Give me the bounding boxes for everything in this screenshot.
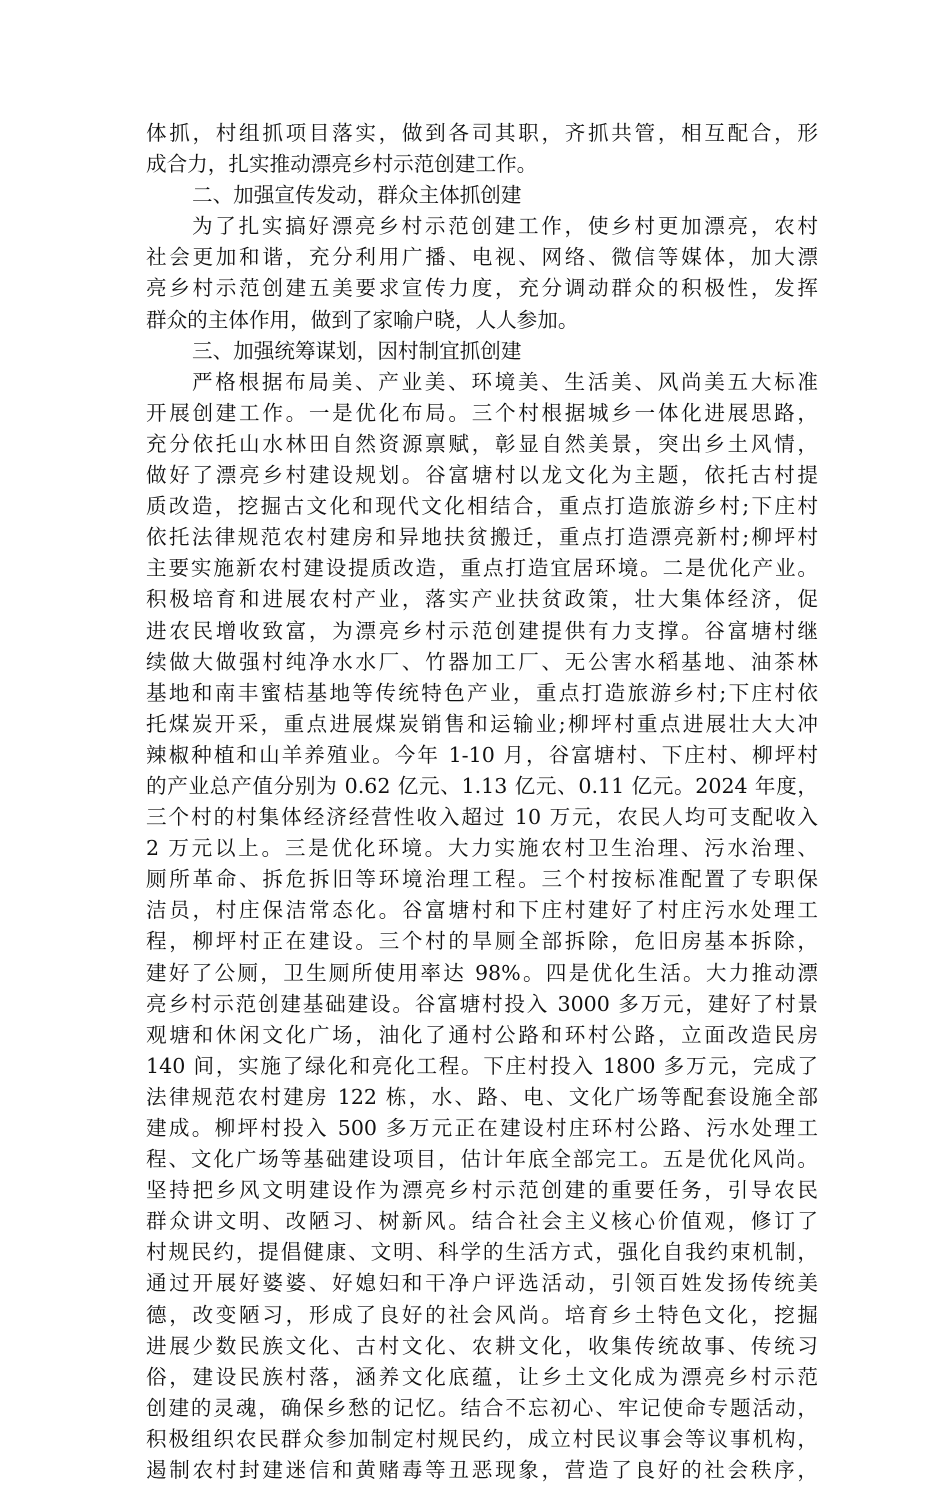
text-line: 充分依托山水林田自然资源禀赋，彰显自然美景，突出乡土风情，: [146, 431, 818, 456]
text-line: 续做大做强村纯净水水厂、竹器加工厂、无公害水稻基地、油茶林: [146, 649, 818, 674]
text-line: 德，改变陋习，形成了良好的社会风尚。培育乡土特色文化，挖掘: [146, 1302, 818, 1327]
text-line: 法律规范农村建房 122 栋，水、路、电、文化广场等配套设施全部: [146, 1084, 818, 1109]
text-line: 进展少数民族文化、古村文化、农耕文化，收集传统故事、传统习: [146, 1333, 818, 1358]
text-line: 程、文化广场等基础建设项目，估计年底全部完工。五是优化风尚。: [146, 1147, 818, 1172]
text-line: 体抓，村组抓项目落实，做到各司其职，齐抓共管，相互配合，形: [146, 121, 818, 145]
text-line: 坚持把乡风文明建设作为漂亮乡村示范创建的重要任务，引导农民: [146, 1178, 818, 1203]
text-line: 亮乡村示范创建五美要求宣传力度，充分调动群众的积极性，发挥: [146, 276, 818, 301]
text-line: 遏制农村封建迷信和黄赌毒等丑恶现象，营造了良好的社会秩序，: [146, 1458, 818, 1483]
text-line: 群众讲文明、改陋习、树新风。结合社会主义核心价值观，修订了: [146, 1209, 818, 1234]
text-line: 2 万元以上。三是优化环境。大力实施农村卫生治理、污水治理、: [146, 836, 818, 861]
text-line: 程，柳坪村正在建设。三个村的旱厕全部拆除，危旧房基本拆除，: [146, 929, 818, 954]
text-line: 通过开展好婆婆、好媳妇和干净户评选活动，引领百姓发扬传统美: [146, 1271, 818, 1296]
text-line: 140 间，实施了绿化和亮化工程。下庄村投入 1800 多万元，完成了: [146, 1053, 818, 1078]
text-line: 积极培育和进展农村产业，落实产业扶贫政策，壮大集体经济，促: [146, 587, 818, 612]
text-line: 为了扎实搞好漂亮乡村示范创建工作，使乡村更加漂亮，农村: [192, 214, 818, 239]
text-line: 积极组织农民群众参加制定村规民约，成立村民议事会等议事机构，: [146, 1426, 818, 1451]
text-line: 的产业总产值分别为 0.62 亿元、1.13 亿元、0.11 亿元。2024 年度，: [146, 773, 818, 798]
text-line: 二、加强宣传发动，群众主体抓创建: [192, 183, 522, 208]
text-line: 成合力，扎实推动漂亮乡村示范创建工作。: [146, 152, 538, 177]
text-line: 做好了漂亮乡村建设规划。谷富塘村以龙文化为主题，依托古村提: [146, 463, 818, 488]
text-line: 洁员，村庄保洁常态化。谷富塘村和下庄村建好了村庄污水处理工: [146, 898, 818, 923]
text-line: 基地和南丰蜜桔基地等传统特色产业，重点打造旅游乡村;下庄村依: [146, 680, 818, 705]
text-line: 三个村的村集体经济经营性收入超过 10 万元，农民人均可支配收入: [146, 805, 818, 830]
text-line: 建好了公厕，卫生厕所使用率达 98%。四是优化生活。大力推动漂: [146, 960, 818, 985]
text-line: 俗，建设民族村落，涵养文化底蕴，让乡土文化成为漂亮乡村示范: [146, 1364, 818, 1389]
text-line: 依托法律规范农村建房和异地扶贫搬迁，重点打造漂亮新村;柳坪村: [146, 525, 818, 550]
text-line: 开展创建工作。一是优化布局。三个村根据城乡一体化进展思路，: [146, 400, 818, 425]
text-line: 主要实施新农村建设提质改造，重点打造宜居环境。二是优化产业。: [146, 556, 818, 581]
text-line: 群众的主体作用，做到了家喻户晓，人人参加。: [146, 307, 579, 332]
text-line: 村规民约，提倡健康、文明、科学的生活方式，强化自我约束机制，: [146, 1240, 818, 1265]
text-line: 三、加强统筹谋划，因村制宜抓创建: [192, 338, 522, 363]
text-line: 托煤炭开采，重点进展煤炭销售和运输业;柳坪村重点进展壮大大冲: [146, 711, 818, 736]
text-line: 辣椒种植和山羊养殖业。今年 1-10 月，谷富塘村、下庄村、柳坪村: [146, 742, 818, 767]
text-line: 观塘和休闲文化广场，油化了通村公路和环村公路，立面改造民房: [146, 1022, 818, 1047]
text-line: 建成。柳坪村投入 500 多万元正在建设村庄环村公路、污水处理工: [146, 1116, 818, 1140]
text-line: 严格根据布局美、产业美、环境美、生活美、风尚美五大标准: [192, 369, 818, 394]
text-line: 创建的灵魂，确保乡愁的记忆。结合不忘初心、牢记使命专题活动，: [146, 1395, 818, 1420]
text-line: 亮乡村示范创建基础建设。谷富塘村投入 3000 多万元，建好了村景: [146, 991, 818, 1016]
document-page: [146, 118, 818, 1486]
text-line: 社会更加和谐，充分利用广播、电视、网络、微信等媒体，加大漂: [146, 245, 818, 270]
text-line: 质改造，挖掘古文化和现代文化相结合，重点打造旅游乡村;下庄村: [146, 494, 818, 519]
text-line: 进农民增收致富，为漂亮乡村示范创建提供有力支撑。谷富塘村继: [146, 618, 818, 643]
text-line: 厕所革命、拆危拆旧等环境治理工程。三个村按标准配置了专职保: [146, 867, 818, 892]
